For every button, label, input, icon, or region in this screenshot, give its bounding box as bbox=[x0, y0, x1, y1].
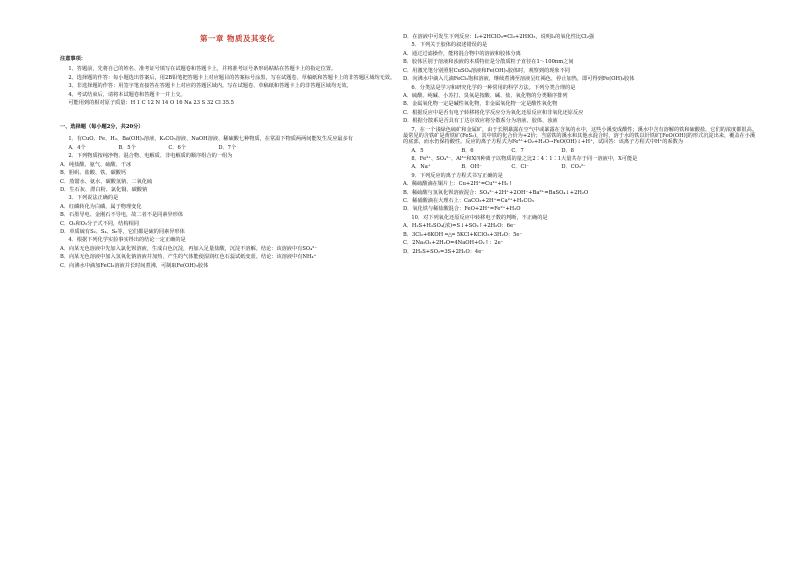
question-option: D．单质硫有S₂、S₄、S₆等，它们都是硫的同素异形体 bbox=[60, 229, 185, 236]
question-stem: 2．下列物质按纯净物、混合物、电解质、非电解质的顺序组合的一组为 bbox=[68, 153, 233, 160]
question-option: B．6 bbox=[461, 147, 474, 154]
question-option: D．氧化铁与稀盐酸混合：FeO+2H⁺=Fe²⁺+H₂O bbox=[403, 206, 521, 213]
question-option: C．O₂和O₃分子式不同，结构相同 bbox=[60, 220, 139, 227]
question-option: A．纯盐酸、氨气、硫酸、干冰 bbox=[60, 161, 132, 168]
question-option: D．根据分散系是否具有丁达尔效应将分散系分为溶液、胶体、浊液 bbox=[403, 118, 558, 125]
left-question-list bbox=[60, 136, 415, 269]
option-row bbox=[60, 145, 415, 151]
right-column bbox=[403, 34, 758, 257]
question-stem: 10．对下列氧化还原反应中转移电子数的判断，不正确的是 bbox=[411, 214, 548, 221]
question-stem: 1．有CuO、Fe、H₂、Ba(OH)₂溶液、K₂CO₃溶液、NaOH溶液、稀硫酸七种物质，在常温下物质两两间能发生反应最多有 bbox=[68, 136, 353, 143]
question-option: C．Cl⁻ bbox=[511, 164, 529, 171]
question-option: C．向沸水中滴加FeCl₃溶液并长时间煮沸，可制取Fe(OH)₃胶体 bbox=[60, 262, 209, 269]
question-option: C．2Na₂O₂+2H₂O=4NaOH+O₂↑：2e⁻ bbox=[403, 240, 504, 247]
question-stem: 6．分类法是学习和研究化学的一种常用的科学方法。下列分类合理的是 bbox=[411, 84, 576, 91]
question-option: B．稀硫酸与氢氧化钡溶液混合：SO₄²⁻+2H⁺+2OH⁻+Ba²⁺=BaSO₄↓+2H₂O bbox=[403, 189, 589, 196]
question-option: A．通过过滤操作，能将混合物中的溶液和胶体分离 bbox=[403, 50, 521, 57]
right-question-list bbox=[403, 42, 758, 254]
question-option: B．5个 bbox=[118, 144, 136, 151]
question-option: B．胶体区别于溶液和浊液的本质特征是分散质粒子直径在1～100nm之间 bbox=[403, 59, 574, 66]
question-option: A．H₂S+H₂SO₄(浓)=S↓+SO₂↑+2H₂O：6e⁻ bbox=[403, 223, 516, 230]
page-title: 第一章 物质及其变化 bbox=[199, 34, 276, 43]
question-option: A．硫酸、纯碱、小苏打、臭氧是按酸、碱、盐、氧化物的分类顺序排列 bbox=[403, 92, 568, 99]
notice-heading: 注意事项： bbox=[60, 56, 86, 62]
question-option: A．红磷转化为白磷，属于物理变化 bbox=[60, 203, 142, 210]
question-option: D．8 bbox=[561, 147, 574, 154]
left-column bbox=[60, 34, 415, 271]
question-option: B．石墨导电、金刚石不导电，故二者不是同素异形体 bbox=[60, 212, 184, 219]
question-option: B．3Cl₂+6KOH ═△═ 5KCl+KClO₃+3H₂O：5e⁻ bbox=[403, 231, 523, 238]
question-stem: 3．下列说法正确的是 bbox=[68, 195, 119, 202]
question-option: C．7 bbox=[511, 147, 524, 154]
question-option: D．在溶液中可发生下列反应：I₂+2HClO₃=Cl₂+2HIO₃，说明I₂的氧化性比Cl₂强 bbox=[403, 34, 594, 40]
question-option: A．Na⁺ bbox=[411, 164, 431, 171]
question-option: A．4个 bbox=[68, 144, 86, 151]
question-option: B．胆矾、盐酸、铁、碳酸钙 bbox=[60, 170, 127, 177]
question-option: A．向某无色溶液中先加入氯化钡溶液，生成白色沉淀，再加入足量盐酸，沉淀不溶解。结论：该溶液中有SO₄²⁻ bbox=[60, 245, 318, 252]
question-option: A．稀硫酸滴在铜片上：Cu+2H⁺=Cu²⁺+H₂↑ bbox=[403, 181, 513, 188]
option-row bbox=[403, 148, 758, 154]
question-option: D．向沸水中滴入几滴FeCl₃饱和溶液，继续煮沸至溶液呈红褐色，停止加热，即可得到Fe(OH)₃胶体 bbox=[403, 76, 635, 83]
notice-item: 3、非选择题的作答：用签字笔直接答在答题卡上对应的答题区域内。写在试题卷、草稿纸和答题卡上的非答题区域均无效。 bbox=[68, 83, 352, 90]
question-option: B．向某无色溶液中加入氢氧化钠溶液并加热，产生的气体能使湿润红色石蕊试纸变蓝。结论：该溶液中有NH₄⁺ bbox=[60, 254, 317, 261]
question-option: D．7个 bbox=[218, 144, 237, 151]
question-option: B．OH⁻ bbox=[461, 164, 482, 171]
question-option: D．生石灰、漂白粉、氯化铜、碳酸钠 bbox=[60, 186, 148, 193]
atomic-masses: 可能用到的相对原子质量：H 1 C 12 N 14 O 16 Na 23 S 32 Cl 35.5 bbox=[68, 99, 234, 106]
notice-item: 1、答题前，先将自己的姓名、准考证号填写在试题卷和答题卡上，并将准考证号条形码粘贴在答题卡上的指定位置。 bbox=[68, 66, 337, 73]
notice-item: 2、选择题的作答：每小题选出答案后，用2B铅笔把答题卡上对应题目的答案标号涂黑，写在试题卷、草稿纸和答题卡上的非答题区域均无效。 bbox=[68, 74, 396, 81]
question-stem: 5．下列关于胶体的叙述错误的是 bbox=[411, 42, 488, 49]
question-option: D．2H₂S+SO₂=3S+2H₂O：4e⁻ bbox=[403, 248, 485, 255]
question-option: C．6个 bbox=[168, 144, 186, 151]
question-option: B．金属氧化物一定是碱性氧化物，非金属氧化物一定是酸性氧化物 bbox=[403, 101, 558, 108]
question-option: D．CO₃²⁻ bbox=[561, 164, 586, 171]
question-option: C．蒸馏水、氨水、碳酸氢钠、二氧化硫 bbox=[60, 178, 153, 185]
notice-item: 4、考试结束后，请将本试题卷和答题卡一并上交。 bbox=[68, 91, 186, 98]
question-option: C．稀硝酸滴在大理石上：CaCO₃+2H⁺=Ca²⁺+H₂CO₃ bbox=[403, 198, 534, 205]
question-stem: 4．根据下列化学实验事实得出的结论一定正确的是 bbox=[68, 237, 186, 244]
question-option: A．5 bbox=[411, 147, 424, 154]
question-stem: 7．在一个浅绿色硫矿和金属矿，由于长期暴露在空气中或暴露在含氧的水中，这些小溪变成酸性；溪水中含有溶解的铁和硫酸盐，它们的浓度都很高。最常见的含铁矿是黄铁矿(FeS₂)，其中铁的化合价为+2价；当富铁的溪水和其他水混合时，溶于水的铁以针铁矿[FeO(OH)]的形式沉淀出来，覆盖在小溪的底部，而水仍保持酸性。反应的离子方程式为Fe²⁺+O₂+H₂O→FeO(OH)↓+H⁺，试回答：该离子方程式中H⁺的系数为 bbox=[403, 126, 757, 146]
option-row bbox=[403, 164, 758, 170]
question-option: C．根据反应中是否有电子转移将化学反应分为氧化还原反应和非氧化还原反应 bbox=[403, 109, 584, 116]
question-option: C．用激光笔分别照射CuSO₄溶液和Fe(OH)₃胶体时，观察到的现象不同 bbox=[403, 67, 570, 74]
question-stem: 8．Fe³⁺、SO₄²⁻、Al³⁺和X四种离子以物质的量之比2∶4∶1∶1大量共存于同一溶液中，X可能是 bbox=[411, 155, 638, 162]
section-heading: 一、选择题（每小题2分，共20分） bbox=[60, 124, 144, 131]
question-stem: 9．下列反应的离子方程式书写正确的是 bbox=[411, 172, 503, 179]
